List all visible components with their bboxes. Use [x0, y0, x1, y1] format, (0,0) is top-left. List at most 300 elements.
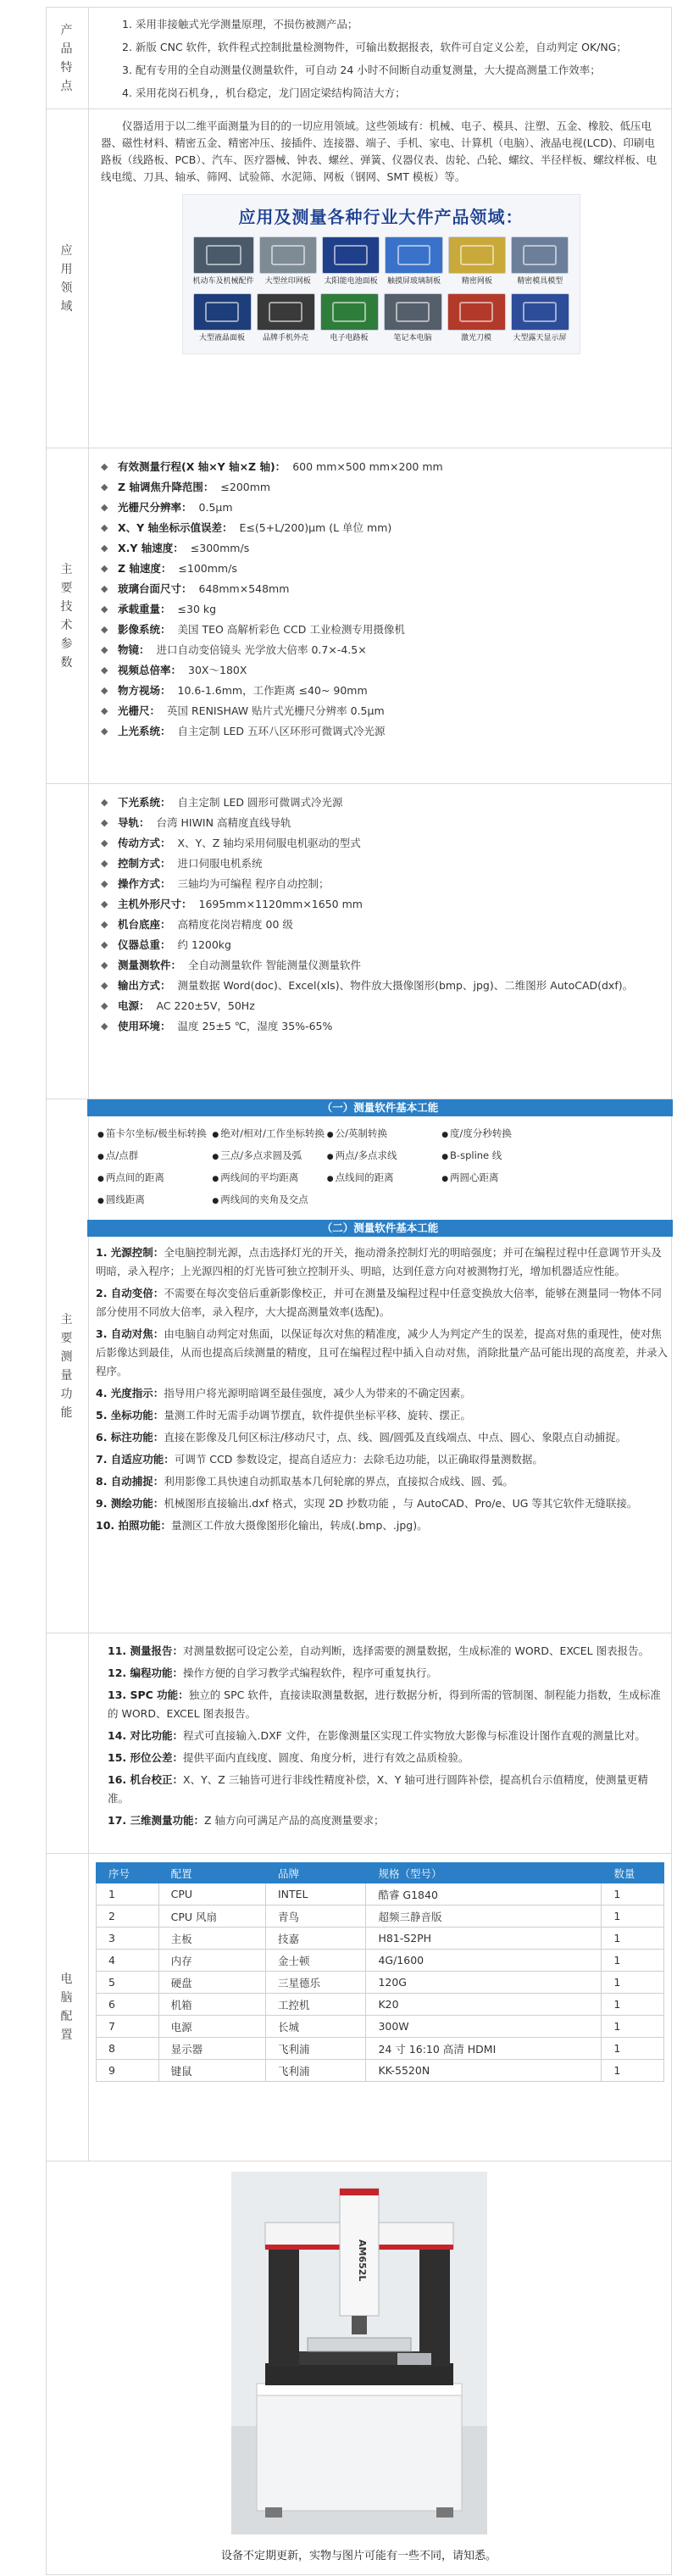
specs-body [89, 448, 671, 783]
application-label: 应用领域 [47, 109, 89, 448]
spec-list [101, 457, 661, 742]
function-text: 不需要在每次变倍后重新影像校正，并可在测量及编程过程中任意变换放大倍率，能够在测量同一物体不同部分使用不同放大倍率，录入程序，大大提高测量效率(选配)。 [96, 1287, 662, 1318]
table-row [97, 1972, 664, 1994]
function-item [96, 1428, 671, 1447]
function-item [108, 1664, 661, 1683]
table-row [97, 2038, 664, 2060]
table-cell: 1 [602, 1928, 664, 1950]
table-cell: CPU 风扇 [158, 1906, 265, 1928]
spec-item [101, 498, 661, 518]
function-title: 8. 自动捕捉： [96, 1475, 164, 1488]
table-cell: 机箱 [158, 1994, 265, 2016]
software-feature: ● 圆线距离 [97, 1189, 212, 1211]
table-cell: CPU [158, 1883, 265, 1906]
diamond-bullet-icon: ◆ [101, 481, 108, 492]
table-cell: 24 寸 16:10 高清 HDMI [366, 2038, 602, 2060]
spec-value: 温度 25±5 ℃，湿度 35%-65% [177, 1020, 333, 1032]
specs-section [46, 448, 672, 783]
application-item [511, 293, 569, 343]
specs-continued-body [89, 784, 671, 1099]
application-item [448, 236, 506, 287]
application-banner-title: 应用及测量各种行业大件产品领域： [238, 207, 524, 227]
grid-spacer [557, 1145, 671, 1167]
model-text: AM652L [356, 2239, 368, 2282]
function-item [96, 1384, 671, 1403]
solar-panel-icon [322, 236, 380, 274]
table-cell: 电源 [158, 2016, 265, 2038]
application-caption: 太阳能电池面板 [324, 277, 378, 286]
table-cell: 5 [97, 1972, 159, 1994]
function-title: 2. 自动变倍： [96, 1287, 164, 1299]
software-section [46, 1099, 672, 1633]
specs-continued-section [46, 783, 672, 1099]
specs-label: 主要技术参数 [47, 448, 89, 783]
phone-case-icon [257, 293, 315, 331]
table-cell: 1 [602, 1906, 664, 1928]
spec-item [101, 813, 661, 833]
software-feature: ● 两点/多点求线 [327, 1145, 441, 1167]
function-title: 10. 拍照功能： [96, 1519, 171, 1532]
spec-item [101, 976, 661, 996]
application-caption: 触摸屏玻璃制板 [386, 277, 441, 286]
software-feature: ● 两圆心距离 [441, 1167, 556, 1189]
function-text: 独立的 SPC 软件，直接读取测量数据，进行数据分析，得到所需的管制图、制程能力指数，生成标准的 WORD、EXCEL 图表报告。 [108, 1689, 661, 1720]
function-title: 14. 对比功能： [108, 1729, 183, 1742]
spec-value: 台湾 HIWIN 高精度直线导轨 [156, 816, 291, 829]
spec-item [101, 477, 661, 498]
application-intro: 仪器适用于以二维平面测量为目的的一切应用领域。这些领域有：机械、电子、模具、注塑、五金、橡胶、低压电器、磁性材料、精密五金、精密冲压、接插件、连接器、端子、手机、家电、计算机（电脑）、液晶电视(LCD)、印刷电路板（线路板、PCB）、汽车、医疗器械、钟表、螺丝、弹簧、仪器仪表、齿轮、凸轮、螺纹、半径样板、螺纹样板、电线电缆、刀具、轴承、筛网、试验筛、水泥筛、网板（钢网、SMT 模板）等。 [101, 120, 658, 183]
table-row [97, 1906, 664, 1928]
table-header-cell: 品牌 [265, 1863, 365, 1883]
function-title: 5. 坐标功能： [96, 1409, 164, 1422]
table-cell: 4 [97, 1950, 159, 1972]
table-cell: 9 [97, 2060, 159, 2082]
application-banner [182, 194, 580, 354]
spec-value: 自主定制 LED 五环八区环形可微调式冷光源 [177, 725, 386, 737]
screen-stencil-icon [259, 236, 317, 274]
measuring-machine-illustration [231, 2172, 487, 2534]
function-item [96, 1472, 671, 1491]
spec-item [101, 915, 661, 935]
grid-spacer [441, 1189, 556, 1211]
feature-item: 1. 采用非接触式光学测量原理，不损伤被测产品； [122, 18, 358, 31]
spec-value: ≤300mm/s [190, 542, 250, 554]
spec-value: 10.6-1.6mm，工作距离 ≤40~ 90mm [177, 684, 368, 697]
photo-caption: 设备不定期更新，实物与图片可能有一些不同，请知悉。 [220, 2550, 497, 2562]
outdoor-display-icon [511, 293, 569, 331]
function-item [96, 1450, 671, 1469]
function-text: 程式可直接输入.DXF 文件，在影像测量区实现工件实物放大影像与标准设计图作直观的测量比对。 [183, 1729, 646, 1742]
spec-value: 1695mm×1120mm×1650 mm [198, 898, 363, 910]
table-cell: 主板 [158, 1928, 265, 1950]
application-caption: 机动车及机械配件 [192, 277, 254, 286]
table-cell: 1 [602, 2038, 664, 2060]
table-cell: 300W [366, 2016, 602, 2038]
spec-item [101, 935, 661, 955]
application-item [511, 236, 569, 287]
grid-spacer [557, 1167, 671, 1189]
spec-value: 自主定制 LED 圆形可微调式冷光源 [177, 796, 343, 809]
table-cell: 显示器 [158, 2038, 265, 2060]
spec-item [101, 721, 661, 742]
spec-item [101, 559, 661, 579]
software-feature: ● 三点/多点求圆及弧 [212, 1145, 326, 1167]
function-text: 量测区工件放大摄像图形化输出，转成(.bmp、.jpg)。 [171, 1519, 428, 1532]
table-cell: 青鸟 [265, 1906, 365, 1928]
table-cell: 金士顿 [265, 1950, 365, 1972]
application-row-2 [193, 293, 569, 343]
product-photo-section [46, 2162, 672, 2575]
spec-name: Z 轴速度： [118, 562, 172, 575]
application-caption: 大型液晶面板 [198, 334, 245, 342]
table-cell: 三星德乐 [265, 1972, 365, 1994]
diamond-bullet-icon: ◆ [101, 726, 108, 737]
diamond-bullet-icon: ◆ [101, 583, 108, 594]
function-text: 对测量数据可设定公差，自动判断，选择需要的测量数据，生成标准的 WORD、EXCEL 图表报告。 [183, 1644, 650, 1657]
table-row [97, 1928, 664, 1950]
diamond-bullet-icon: ◆ [101, 1021, 108, 1032]
spec-name: 下光系统： [118, 796, 171, 809]
application-caption: 笔记本电脑 [393, 334, 432, 342]
table-cell: 超频三静音版 [366, 1906, 602, 1928]
spec-item [101, 793, 661, 813]
spec-value: 约 1200kg [177, 938, 231, 951]
table-cell: 键鼠 [158, 2060, 265, 2082]
software-feature: ● 度/度分秒转换 [441, 1123, 556, 1145]
spec-item [101, 518, 661, 538]
table-cell: H81-S2PH [366, 1928, 602, 1950]
spec-item [101, 660, 661, 681]
table-header-cell: 数量 [602, 1863, 664, 1883]
function-item [108, 1686, 661, 1723]
table-cell: 7 [97, 2016, 159, 2038]
function-item [96, 1284, 671, 1321]
diamond-bullet-icon: ◆ [101, 899, 108, 910]
function-title: 16. 机台校正： [108, 1773, 183, 1786]
application-item [193, 293, 252, 343]
software-continued-body [89, 1633, 671, 1853]
spec-name: 机台底座： [118, 918, 171, 931]
diamond-bullet-icon: ◆ [101, 604, 108, 615]
software-bar-1: （一）测量软件基本工能 [87, 1099, 673, 1116]
diamond-bullet-icon: ◆ [101, 837, 108, 848]
table-row [97, 2016, 664, 2038]
spec-value: 美国 TEO 高解析彩色 CCD 工业检测专用摄像机 [177, 623, 405, 636]
spec-value: 0.5μm [198, 501, 233, 514]
specs-continued-label [47, 784, 89, 1099]
function-text: 利用影像工具快速自动抓取基本几何轮廓的界点，直接拟合成线、圆、弧。 [164, 1475, 513, 1488]
spec-item [101, 620, 661, 640]
spec-name: 光栅尺： [118, 704, 161, 717]
software-feature: ● 两点间的距离 [97, 1167, 212, 1189]
function-text: 全电脑控制光源，点击选择灯光的开关，拖动滑条控制灯光的明暗强度；并可在编程过程中任意调节开头及明暗，录入程序；上光源四相的灯光皆可独立控制开头、明暗，达到任意方向对被测物打光，增加机器适应性能。 [96, 1246, 662, 1277]
application-item [259, 236, 317, 287]
diamond-bullet-icon: ◆ [101, 1000, 108, 1011]
function-text: Z 轴方向可满足产品的高度测量要求； [204, 1814, 385, 1827]
function-item [96, 1406, 671, 1425]
table-cell: 酷睿 G1840 [366, 1883, 602, 1906]
table-cell: 1 [97, 1883, 159, 1906]
application-caption: 精密模具模型 [517, 277, 563, 286]
spec-name: X、Y 轴坐标示值误差： [118, 521, 233, 534]
diamond-bullet-icon: ◆ [101, 878, 108, 889]
diamond-bullet-icon: ◆ [101, 685, 108, 696]
function-text: 直接在影像及几何区标注/移动尺寸，点、线、圆/圆弧及直线端点、中点、圆心、象限点自动捕捉。 [164, 1431, 627, 1444]
table-cell: 1 [602, 2060, 664, 2082]
table-cell: 1 [602, 1972, 664, 1994]
computer-label: 电脑配置 [47, 1854, 89, 2161]
grid-spacer [557, 1123, 671, 1145]
software-feature: ● 两线间的夹角及交点 [212, 1189, 326, 1211]
diamond-bullet-icon: ◆ [101, 542, 108, 554]
application-caption: 品牌手机外壳 [262, 334, 308, 342]
function-item [108, 1749, 661, 1767]
table-header-cell: 序号 [97, 1863, 159, 1883]
application-section [46, 108, 672, 448]
features-body [89, 8, 671, 108]
software-feature: ● 笛卡尔坐标/极坐标转换 [97, 1123, 212, 1145]
software-continued-section [46, 1633, 672, 1853]
software-feature-grid [89, 1116, 671, 1220]
laser-die-icon [447, 293, 506, 331]
diamond-bullet-icon: ◆ [101, 665, 108, 676]
spec-value: 三轴均为可编程 程序自动控制； [177, 877, 330, 890]
spec-value: AC 220±5V，50Hz [156, 999, 255, 1012]
function-item [96, 1494, 671, 1513]
auto-parts-icon [193, 236, 254, 274]
spec-name: 承载重量： [118, 603, 171, 615]
spec-name: 输出方式： [118, 979, 171, 992]
function-text: 指导用户将光源明暗调至最佳强度，减少人为带来的不确定因素。 [164, 1387, 471, 1399]
spec-name: Z 轴调焦升降范围： [118, 481, 214, 493]
diamond-bullet-icon: ◆ [101, 461, 108, 472]
function-title: 6. 标注功能： [96, 1431, 164, 1444]
spec-name: 光栅尺分辨率： [118, 501, 192, 514]
diamond-bullet-icon: ◆ [101, 939, 108, 950]
diamond-bullet-icon: ◆ [101, 502, 108, 513]
function-text: 可调节 CCD 参数设定，提高自适应力：去除毛边功能，以正确取得量测数据。 [174, 1453, 543, 1466]
application-caption: 大型露天显示屏 [513, 334, 567, 342]
diamond-bullet-icon: ◆ [101, 817, 108, 828]
function-list [101, 1642, 661, 1837]
computer-section [46, 1853, 672, 2162]
table-header-cell: 规格（型号） [366, 1863, 602, 1883]
function-title: 1. 光源控制： [96, 1246, 164, 1259]
table-header-row [97, 1863, 664, 1883]
spec-value: ≤30 kg [177, 603, 217, 615]
spec-name: 传动方式： [118, 837, 171, 849]
spec-name: 电源： [118, 999, 150, 1012]
spec-value: E≤(5+L/200)μm (L 单位 mm) [239, 521, 392, 534]
spec-value: 高精度花岗岩精度 00 级 [177, 918, 293, 931]
spec-item [101, 894, 661, 915]
software-feature: ● B-spline 线 [441, 1145, 556, 1167]
spec-value: 648mm×548mm [198, 582, 290, 595]
diamond-bullet-icon: ◆ [101, 919, 108, 930]
table-cell: 120G [366, 1972, 602, 1994]
table-cell: 工控机 [265, 1994, 365, 2016]
function-title: 7. 自适应功能： [96, 1453, 175, 1466]
table-cell: 1 [602, 2016, 664, 2038]
spec-item [101, 1016, 661, 1037]
table-cell: 硬盘 [158, 1972, 265, 1994]
function-title: 11. 测量报告： [108, 1644, 183, 1657]
software-body [89, 1099, 671, 1633]
spec-item [101, 833, 661, 854]
diamond-bullet-icon: ◆ [101, 797, 108, 808]
touch-glass-icon [385, 236, 442, 274]
table-cell: 飞利浦 [265, 2060, 365, 2082]
spec-name: 仪器总重： [118, 938, 171, 951]
table-cell: INTEL [265, 1883, 365, 1906]
function-item [108, 1771, 661, 1808]
spec-name: 玻璃台面尺寸： [118, 582, 192, 595]
diamond-bullet-icon: ◆ [101, 858, 108, 869]
software-feature: ● 点线间的距离 [327, 1167, 441, 1189]
spec-name: 影像系统： [118, 623, 171, 636]
spec-item [101, 854, 661, 874]
application-caption: 激光刀模 [460, 334, 491, 342]
function-text: 由电脑自动判定对焦面，以保证每次对焦的精准度，减少人为判定产生的误差，提高对焦的重现性，使对焦后影像达到最佳，从而也提高后续测量的精度，且可在编程过程中插入自动对焦，消除批量产品可能出现的高度差，并录入程序。 [96, 1327, 669, 1377]
table-cell: 长城 [265, 2016, 365, 2038]
table-cell: KK-5520N [366, 2060, 602, 2082]
application-caption: 电子电路板 [330, 334, 369, 342]
function-item [96, 1243, 671, 1281]
spec-value: 30X～180X [188, 664, 247, 676]
computer-body [89, 1854, 671, 2161]
function-text: X、Y、Z 三轴皆可进行非线性精度补偿，X、Y 轴可进行圆阵补偿，提高机台示值精度，使测量更精准。 [108, 1773, 648, 1805]
function-title: 9. 测绘功能： [96, 1497, 164, 1510]
lcd-panel-icon [193, 293, 252, 331]
diamond-bullet-icon: ◆ [101, 563, 108, 574]
spec-item [101, 599, 661, 620]
table-row [97, 1950, 664, 1972]
software-label: 主要测量功能 [47, 1099, 89, 1633]
application-item [385, 236, 442, 287]
function-title: 15. 形位公差： [108, 1751, 183, 1764]
spec-name: 主机外形尺寸： [118, 898, 192, 910]
table-cell: 1 [602, 1883, 664, 1906]
table-cell: 3 [97, 1928, 159, 1950]
table-header-cell: 配置 [158, 1863, 265, 1883]
spec-name: 导轨： [118, 816, 150, 829]
spec-item [101, 538, 661, 559]
application-item [193, 236, 254, 287]
application-item [384, 293, 442, 343]
diamond-bullet-icon: ◆ [101, 624, 108, 635]
diamond-bullet-icon: ◆ [101, 522, 108, 533]
spec-name: 测量测软件： [118, 959, 182, 971]
application-item [447, 293, 506, 343]
function-item [96, 1516, 671, 1535]
function-title: 4. 光度指示： [96, 1387, 164, 1399]
application-row-1 [193, 236, 569, 287]
function-title: 17. 三维测量功能： [108, 1814, 204, 1827]
application-item [322, 236, 380, 287]
spec-name: 使用环境： [118, 1020, 171, 1032]
function-title: 13. SPC 功能： [108, 1689, 189, 1701]
spec-value: 600 mm×500 mm×200 mm [292, 460, 443, 473]
table-cell: 6 [97, 1994, 159, 2016]
table-row [97, 2060, 664, 2082]
spec-name: X.Y 轴速度： [118, 542, 184, 554]
spec-name: 操作方式： [118, 877, 171, 890]
table-cell: 技嘉 [265, 1928, 365, 1950]
computer-config-table [96, 1862, 664, 2082]
function-title: 12. 编程功能： [108, 1666, 183, 1679]
function-item [108, 1811, 661, 1830]
function-item [108, 1727, 661, 1745]
spec-value: X、Y、Z 轴均采用伺服电机驱动的型式 [177, 837, 361, 849]
spec-item [101, 996, 661, 1016]
table-cell: 飞利浦 [265, 2038, 365, 2060]
table-cell: 4G/1600 [366, 1950, 602, 1972]
spec-item [101, 681, 661, 701]
function-item [96, 1325, 671, 1381]
feature-item: 2. 新版 CNC 软件，软件程式控制批量检测物件，可输出数据报表，软件可自定义公差，自动判定 OK/NG； [122, 41, 627, 53]
features-label: 产品特点 [47, 8, 89, 108]
spec-name: 视频总倍率： [118, 664, 182, 676]
spec-value: 全自动测量软件 智能测量仪测量软件 [188, 959, 361, 971]
software-bar-2: （二）测量软件基本工能 [87, 1220, 673, 1237]
function-text: 操作方便的自学习教学式编程软件，程序可重复执行。 [183, 1666, 438, 1679]
table-row [97, 1994, 664, 2016]
table-row [97, 1883, 664, 1906]
function-text: 量测工件时无需手动调节摆直，软件提供坐标平移、旋转、摆正。 [164, 1409, 471, 1422]
application-caption: 精密网板 [461, 277, 492, 286]
spec-name: 物镜： [118, 643, 150, 656]
application-body [89, 109, 671, 448]
table-cell: 2 [97, 1906, 159, 1928]
feature-item: 3. 配有专用的全自动测量仪测量软件，可自动 24 小时不间断自动重复测量，大大提高测量工作效率； [122, 64, 601, 76]
spec-item [101, 457, 661, 477]
table-cell: 1 [602, 1994, 664, 2016]
circuit-board-icon [320, 293, 379, 331]
diamond-bullet-icon: ◆ [101, 705, 108, 716]
function-item [108, 1642, 661, 1661]
spec-item [101, 640, 661, 660]
laptop-icon [384, 293, 442, 331]
grid-spacer [327, 1189, 441, 1211]
spec-list [101, 793, 661, 1037]
feature-item: 4. 采用花岗石机身，，机台稳定，龙门固定梁结构简洁大方； [122, 86, 406, 99]
table-cell: 8 [97, 2038, 159, 2060]
precision-mesh-icon [448, 236, 506, 274]
spec-value: ≤200mm [220, 481, 271, 493]
software-feature: ● 公/英制转换 [327, 1123, 441, 1145]
function-title: 3. 自动对焦： [96, 1327, 164, 1340]
table-cell: 内存 [158, 1950, 265, 1972]
software-feature: ● 绝对/相对/工作坐标转换 [212, 1123, 326, 1145]
table-cell: 1 [602, 1950, 664, 1972]
spec-name: 控制方式： [118, 857, 171, 870]
function-text: 机械图形直接输出.dxf 格式，实现 2D 抄数功能 ，与 AutoCAD、Pro/e、UG 等其它软件无缝联接。 [164, 1497, 638, 1510]
application-caption: 大型丝印网板 [264, 277, 311, 286]
application-item [257, 293, 315, 343]
spec-item [101, 955, 661, 976]
function-list [89, 1237, 671, 1542]
software-continued-label [47, 1633, 89, 1853]
spec-name: 有效测量行程(X 轴×Y 轴×Z 轴)： [118, 460, 286, 473]
spec-name: 上光系统： [118, 725, 171, 737]
spec-value: 进口自动变倍镜头 光学放大倍率 0.7×-4.5× [156, 643, 367, 656]
application-item [320, 293, 379, 343]
precision-mold-icon [511, 236, 569, 274]
diamond-bullet-icon: ◆ [101, 980, 108, 991]
software-feature: ● 两线间的平均距离 [212, 1167, 326, 1189]
spec-item [101, 874, 661, 894]
software-feature: ● 点/点群 [97, 1145, 212, 1167]
